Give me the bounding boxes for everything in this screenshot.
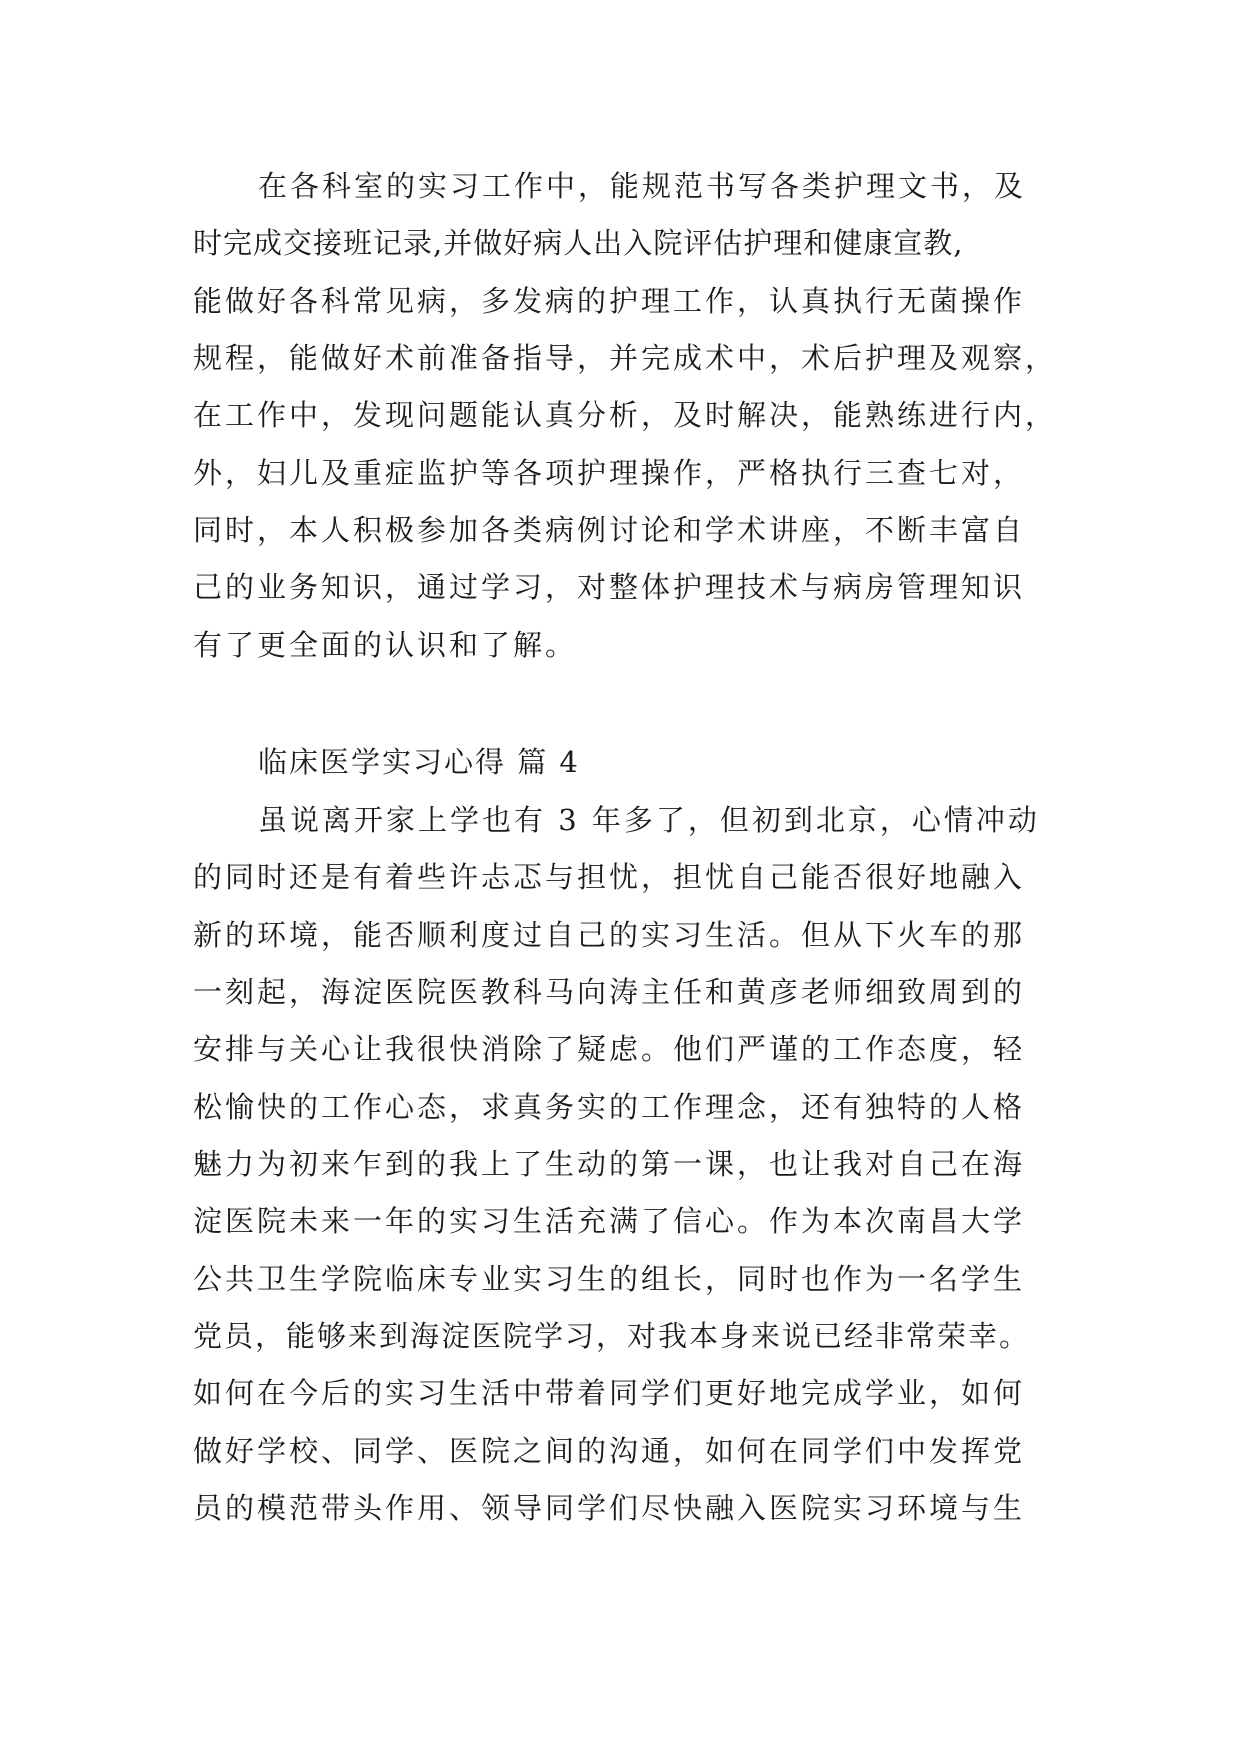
paragraph-line: 有了更全面的认识和了解。 <box>193 628 578 662</box>
paragraph-line: 魅力为初来乍到的我上了生动的第一课，也让我对自己在海 <box>193 1147 1026 1181</box>
paragraph-line: 公共卫生学院临床专业实习生的组长，同时也作为一名学生 <box>193 1262 1026 1296</box>
paragraph-line: 在工作中，发现问题能认真分析，及时解决，能熟练进行内， <box>193 398 1058 432</box>
paragraph-line: 一刻起，海淀医院医教科马向涛主任和黄彦老师细致周到的 <box>193 975 1026 1009</box>
paragraph-line: 时完成交接班记录,并做好病人出入院评估护理和健康宣教, <box>193 226 964 260</box>
paragraph-line: 虽说离开家上学也有 3 年多了，但初到北京，心情冲动 <box>258 803 1040 837</box>
paragraph-line: 在各科室的实习工作中，能规范书写各类护理文书，及 <box>258 169 1027 203</box>
paragraph-line: 松愉快的工作心态，求真务实的工作理念，还有独特的人格 <box>193 1090 1026 1124</box>
paragraph-line: 新的环境，能否顺利度过自己的实习生活。但从下火车的那 <box>193 918 1026 952</box>
paragraph-line: 做好学校、同学、医院之间的沟通，如何在同学们中发挥党 <box>193 1434 1026 1468</box>
paragraph-line: 规程，能做好术前准备指导，并完成术中，术后护理及观察， <box>193 341 1058 375</box>
paragraph-line: 安排与关心让我很快消除了疑虑。他们严谨的工作态度，轻 <box>193 1032 1026 1066</box>
paragraph-line: 的同时还是有着些许忐忑与担忧，担忧自己能否很好地融入 <box>193 860 1026 894</box>
paragraph-line: 同时，本人积极参加各类病例讨论和学术讲座，不断丰富自 <box>193 513 1026 547</box>
paragraph-line: 员的模范带头作用、领导同学们尽快融入医院实习环境与生 <box>193 1491 1026 1525</box>
paragraph-line: 外，妇儿及重症监护等各项护理操作，严格执行三查七对， <box>193 456 1026 490</box>
section-heading: 临床医学实习心得 篇 4 <box>258 745 580 779</box>
paragraph-line: 如何在今后的实习生活中带着同学们更好地完成学业，如何 <box>193 1376 1026 1410</box>
paragraph-line: 能做好各科常见病，多发病的护理工作，认真执行无菌操作 <box>193 284 1026 318</box>
paragraph-line: 淀医院未来一年的实习生活充满了信心。作为本次南昌大学 <box>193 1204 1026 1238</box>
paragraph-line: 己的业务知识，通过学习，对整体护理技术与病房管理知识 <box>193 570 1026 604</box>
paragraph-line: 党员，能够来到海淀医院学习，对我本身来说已经非常荣幸。 <box>193 1319 1031 1353</box>
